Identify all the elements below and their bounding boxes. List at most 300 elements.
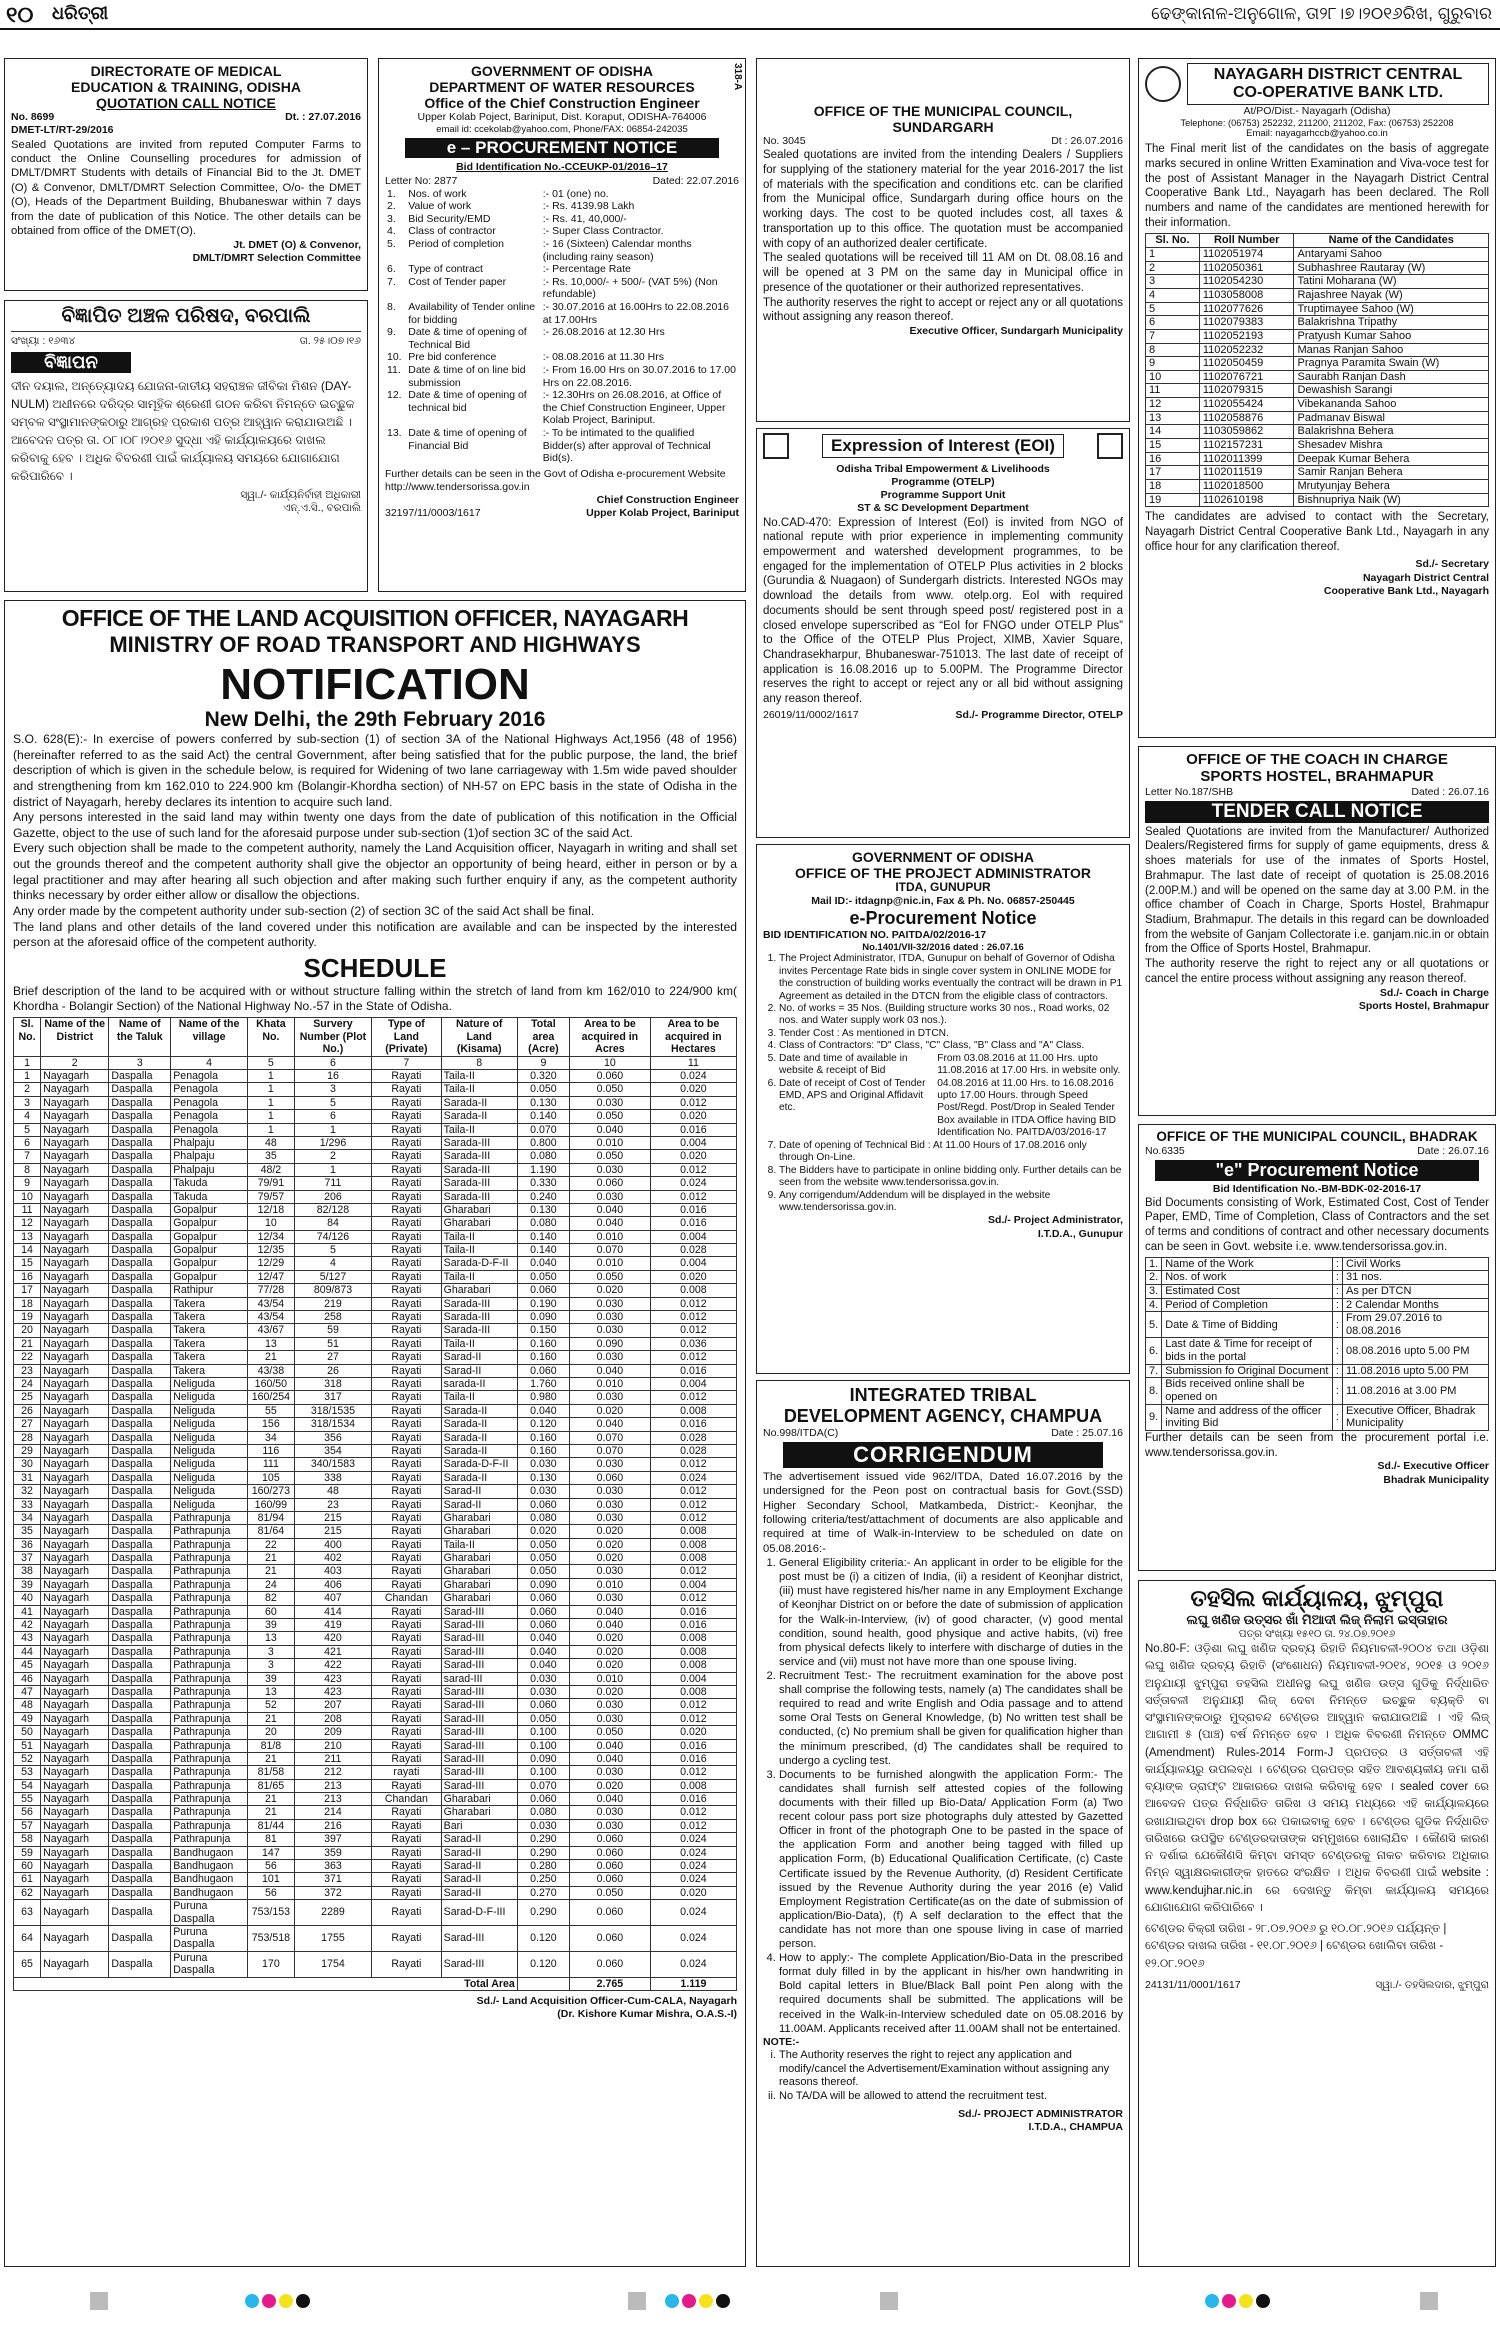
table-cell: 60	[247, 1605, 294, 1618]
table-cell: Nayagarh	[41, 1511, 109, 1524]
sundargarh-p2: The sealed quotations will be received till 11 AM on Dt. 08.08.16 and will be opened at 3 PM on the same day in Municipal office in presence of the quotationer or their authorized representatives.	[763, 252, 1123, 294]
table-cell: Balakrishna Behera	[1294, 425, 1489, 439]
table-row	[14, 1136, 737, 1149]
table-cell: 79/57	[247, 1190, 294, 1203]
table-cell: 0.080	[517, 1150, 569, 1163]
table-cell: Nayagarh	[41, 1793, 109, 1806]
table-cell: 0.016	[650, 1619, 736, 1632]
dwr-item-cell: 5.	[387, 238, 396, 251]
itdac-notes	[763, 2049, 1123, 2104]
table-cell: 0.120	[517, 1926, 569, 1952]
table-cell: Neliguda	[171, 1377, 248, 1390]
ndccb-sig3: Cooperative Bank Ltd., Nayagarh	[1323, 584, 1489, 597]
table-cell: Sarad-II	[441, 1873, 517, 1886]
dwr-bar: e – PROCUREMENT NOTICE	[405, 138, 719, 158]
table-cell: Sarad-III	[441, 1766, 517, 1779]
table-cell: 215	[294, 1511, 371, 1524]
table-cell: Gharabari	[441, 1217, 517, 1230]
table-cell: 26	[14, 1404, 41, 1417]
table-row	[1146, 343, 1489, 357]
table-cell: Daspalla	[109, 1110, 171, 1123]
table-cell: 0.020	[570, 1284, 651, 1297]
table-cell: Pragnya Paramita Swain (W)	[1294, 357, 1489, 371]
ndccb-t1: NAYAGARH DISTRICT CENTRAL	[1213, 66, 1463, 83]
table-cell: Rayati	[372, 1257, 442, 1270]
table-cell: 1754	[294, 1951, 371, 1977]
nac-sig2: ଏନ୍.ଏ.ସି., ବରପାଲି	[283, 502, 361, 515]
table-cell: 0.020	[570, 1645, 651, 1658]
table-cell: 0.060	[570, 1900, 651, 1926]
newspaper-logo: ଧରିତ୍ରୀ	[52, 3, 109, 23]
coach-sig1: Sd./- Coach in Charge	[1379, 986, 1489, 999]
table-cell: Shesadev Mishra	[1294, 439, 1489, 453]
dwr-item-row	[385, 188, 739, 201]
table-cell: 13	[247, 1632, 294, 1645]
table-cell: 0.016	[650, 1739, 736, 1752]
table-cell: 216	[294, 1819, 371, 1832]
table-cell: 0.030	[517, 1485, 569, 1498]
table-cell: 81/58	[247, 1766, 294, 1779]
table-cell: Rathipur	[171, 1284, 248, 1297]
table-cell: Padmanav Biswal	[1294, 411, 1489, 425]
table-cell: 1102051974	[1199, 248, 1294, 262]
table-cell: Daspalla	[109, 1605, 171, 1618]
table-cell: Nayagarh	[41, 1163, 109, 1176]
table-cell: 0.090	[517, 1752, 569, 1765]
table-cell: Rayati	[372, 1190, 442, 1203]
table-row	[14, 1659, 737, 1672]
table-cell: 0.030	[570, 1511, 651, 1524]
table-cell: Sarad-II	[441, 1498, 517, 1511]
table-cell: Rayati	[372, 1404, 442, 1417]
table-cell: 1	[247, 1096, 294, 1109]
table-row	[1146, 316, 1489, 330]
table-cell: Nayagarh	[41, 1284, 109, 1297]
table-cell: 0.020	[570, 1538, 651, 1551]
table-cell: Gopalpur	[171, 1230, 248, 1243]
notif-schedule-title: SCHEDULE	[303, 952, 447, 983]
table-row	[1146, 370, 1489, 384]
table-cell: Nayagarh	[41, 1391, 109, 1404]
table-row	[14, 1632, 737, 1645]
table-cell: 0.100	[517, 1766, 569, 1779]
table-cell: Daspalla	[109, 1552, 171, 1565]
table-cell: Rayati	[372, 1418, 442, 1431]
eoi-head	[763, 433, 1123, 459]
itdac-t2: DEVELOPMENT AGENCY, CHAMPUA	[783, 1406, 1103, 1426]
table-cell: 0.016	[650, 1364, 736, 1377]
tahasil-title: ତହସିଲ କାର୍ଯ୍ୟାଳୟ, ଝୁମ୍ପୁରା	[1190, 1585, 1444, 1611]
table-cell: Pathrapunja	[171, 1578, 248, 1591]
ndccb-email: Email: nayagarhccb@yahoo.co.in	[1246, 128, 1388, 140]
table-cell: 0.012	[650, 1766, 736, 1779]
table-cell: 0.140	[517, 1110, 569, 1123]
table-cell: 0.012	[650, 1163, 736, 1176]
itdag-sig1: Sd./- Project Administrator,	[988, 1214, 1123, 1227]
table-cell: 209	[294, 1726, 371, 1739]
table-cell: Rayati	[372, 1377, 442, 1390]
bhadrak-cell: 6.	[1146, 1338, 1162, 1364]
table-cell: Pathrapunja	[171, 1712, 248, 1725]
table-cell: 27	[14, 1418, 41, 1431]
table-cell: 0.040	[570, 1752, 651, 1765]
table-cell: 0.024	[650, 1177, 736, 1190]
dwr-item-cell: :- 30.07.2016 at 16.00Hrs to 22.08.2016 at 17.00Hrs	[542, 301, 729, 326]
dwr-item-cell: 3.	[387, 212, 396, 225]
table-cell: 34	[14, 1511, 41, 1524]
table-cell: Sarad-II	[441, 1886, 517, 1899]
dwr-notice	[378, 58, 746, 592]
table-cell: 1	[247, 1110, 294, 1123]
table-cell: 363	[294, 1860, 371, 1873]
dwr-item-row	[385, 225, 739, 238]
itdac-date: Date : 25.07.16	[1051, 1427, 1123, 1439]
itdag-item4: 4. Class of Contractors: "D" Class, "C" Class, "B" Class and "A" Class.	[779, 1040, 1123, 1052]
table-cell: 0.008	[650, 1632, 736, 1645]
table-cell: 210	[294, 1739, 371, 1752]
table-cell: 0.030	[570, 1190, 651, 1203]
itdag-item8: 8. The Bidders have to participate in online bidding only. Further details can be seen from the website www.tendersorissa.gov.in.	[779, 1165, 1123, 1190]
dwr-item-cell: Availability of Tender online for bidding	[408, 301, 536, 326]
table-cell: 0.050	[517, 1565, 569, 1578]
table-cell: 0.028	[650, 1444, 736, 1457]
table-cell: 0.080	[517, 1217, 569, 1230]
table-cell: Sarada-III	[441, 1311, 517, 1324]
table-cell: Neliguda	[171, 1418, 248, 1431]
table-cell: 74/126	[294, 1230, 371, 1243]
table-cell: 0.060	[570, 1070, 651, 1083]
table-cell: Gharabari	[441, 1592, 517, 1605]
table-cell: 21	[247, 1351, 294, 1364]
table-cell: Daspalla	[109, 1458, 171, 1471]
table-cell: 0.008	[650, 1779, 736, 1792]
table-cell: Sarad-II	[441, 1833, 517, 1846]
dwr-side-code: 318-A	[732, 63, 743, 91]
dwr-title3: Office of the Chief Construction Engineer	[424, 95, 700, 112]
dwr-item-cell: Period of completion	[408, 238, 504, 251]
table-cell: Pathrapunja	[171, 1739, 248, 1752]
dwr-item-cell: Pre bid conference	[408, 351, 497, 364]
dwr-bid: Bid Identification No.-CCEUKP-01/2016–17	[456, 161, 668, 174]
table-row	[14, 1565, 737, 1578]
table-cell: 21	[247, 1806, 294, 1819]
bank-logo-icon	[1145, 66, 1181, 102]
table-cell: 0.270	[517, 1886, 569, 1899]
table-row	[14, 1833, 737, 1846]
table-cell: 0.060	[570, 1471, 651, 1484]
table-cell: 14	[14, 1244, 41, 1257]
itdag-item5-key: 5. Date and time of available in website & receipt of Bid	[779, 1052, 908, 1077]
table-cell: 10	[14, 1190, 41, 1203]
table-cell: 17	[14, 1284, 41, 1297]
table-cell: Daspalla	[109, 1752, 171, 1765]
table-cell: Nayagarh	[41, 1619, 109, 1632]
table-cell: Daspalla	[109, 1886, 171, 1899]
table-cell: 14	[1146, 425, 1200, 439]
dmet-no-value: 8699	[30, 111, 55, 124]
nac-ref-row	[11, 335, 361, 348]
table-cell: Phalpaju	[171, 1136, 248, 1149]
table-cell: 422	[294, 1659, 371, 1672]
itdac-no: No.998/ITDA(C)	[763, 1427, 839, 1439]
table-row	[14, 1471, 737, 1484]
table-cell: 0.040	[570, 1793, 651, 1806]
table-cell: Daspalla	[109, 1177, 171, 1190]
table-cell: Rayati	[372, 1230, 442, 1243]
table-cell: 0.012	[650, 1458, 736, 1471]
notif-p3: Every such objection shall be made to the competent authority, namely the Land Acquisition officer, Nayagarh in writing and shall set out the grounds thereof and the competent authority shall give the objector an opportunity of being heard, either in person or by a legal practitioner and may after hearing all such objection and after making such further enquiry if any, as the competent authority thinks necessary by order either allow or disallow the objections.	[13, 841, 737, 903]
table-cell: Gopalpur	[171, 1257, 248, 1270]
dmet-title2: EDUCATION & TRAINING, ODISHA	[71, 79, 301, 96]
table-row	[14, 1110, 737, 1123]
table-cell: 12/34	[247, 1230, 294, 1243]
table-cell: 82/128	[294, 1203, 371, 1216]
bhadrak-ref-row	[1145, 1145, 1489, 1158]
table-cell: 24	[247, 1578, 294, 1591]
table-cell: 0.060	[570, 1951, 651, 1977]
table-cell: Daspalla	[109, 1833, 171, 1846]
table-cell: Sarada-D-F-II	[441, 1458, 517, 1471]
bhadrak-cell: :	[1332, 1338, 1342, 1364]
otelp-logo-icon	[763, 433, 789, 459]
table-cell: Takera	[171, 1364, 248, 1377]
table-cell: 0.030	[570, 1699, 651, 1712]
table-cell: 0.020	[570, 1685, 651, 1698]
table-cell: 10	[1146, 370, 1200, 384]
table-cell: Daspalla	[109, 1136, 171, 1149]
table-cell: 0.010	[570, 1377, 651, 1390]
dwr-item-cell: 12.	[387, 389, 402, 402]
table-cell: 1102052232	[1199, 343, 1294, 357]
table-cell: Gopalpur	[171, 1244, 248, 1257]
table-cell: 0.030	[570, 1498, 651, 1511]
table-cell: 27	[294, 1351, 371, 1364]
table-cell: 1102076721	[1199, 370, 1294, 384]
table-cell: 6	[14, 1136, 41, 1149]
bhadrak-cell: Date & Time of Bidding	[1162, 1312, 1333, 1338]
schedule-column-header: Sl. No.	[14, 1018, 41, 1056]
table-cell: Rayati	[372, 1096, 442, 1109]
itdac-criteria	[763, 1556, 1123, 2036]
table-cell: Daspalla	[109, 1619, 171, 1632]
table-cell: Rayati	[372, 1926, 442, 1952]
table-cell: Gharabari	[441, 1578, 517, 1591]
table-cell: 34	[247, 1431, 294, 1444]
dwr-item-row	[385, 238, 739, 263]
table-cell: 1	[14, 1070, 41, 1083]
bhadrak-date: Date : 26.07.16	[1417, 1144, 1489, 1157]
table-cell: 0.030	[570, 1324, 651, 1337]
table-cell: 0.012	[650, 1297, 736, 1310]
table-cell: Gharabari	[441, 1284, 517, 1297]
table-cell: 63	[14, 1900, 41, 1926]
table-row	[14, 1083, 737, 1096]
bhadrak-cell: Name of the Work	[1162, 1257, 1333, 1271]
table-cell: 59	[294, 1324, 371, 1337]
table-row	[14, 1123, 737, 1136]
itdag-item6-val: 04.08.2016 at 11.00 Hrs. to 16.08.2016 upto 17.00 Hours. through Speed Post/Regd. Post/Drop in Sealed Tender Box available in ITDA Office having BID Identification No. PAITDA/03/2016-17	[937, 1077, 1116, 1139]
table-cell: Sarad-III	[441, 1685, 517, 1698]
table-cell: 19	[14, 1311, 41, 1324]
table-cell: Taila-II	[441, 1391, 517, 1404]
table-cell: 0.060	[517, 1498, 569, 1511]
bhadrak-cell: 9.	[1146, 1404, 1162, 1430]
table-row	[14, 1926, 737, 1952]
table-cell: 47	[14, 1685, 41, 1698]
table-cell: 160/99	[247, 1498, 294, 1511]
table-cell: Nayagarh	[41, 1819, 109, 1832]
table-cell: Nayagarh	[41, 1766, 109, 1779]
schedule-column-header: Name of the Taluk	[109, 1018, 171, 1056]
dmet-sig2: DMLT/DMRT Selection Committee	[192, 251, 361, 264]
bhadrak-cell: Bids received online shall be opened on	[1162, 1378, 1333, 1404]
table-cell: 402	[294, 1552, 371, 1565]
table-cell: Nayagarh	[41, 1592, 109, 1605]
table-cell: 15	[14, 1257, 41, 1270]
table-row	[14, 1337, 737, 1350]
table-cell: Pathrapunja	[171, 1552, 248, 1565]
table-cell: 48	[294, 1485, 371, 1498]
table-cell: 5/127	[294, 1270, 371, 1283]
table-cell: Sarada-II	[441, 1110, 517, 1123]
bhadrak-cell: :	[1332, 1298, 1342, 1312]
dwr-item-cell: :- Super Class Contractor.	[542, 225, 664, 238]
bhadrak-cell: 1.	[1146, 1257, 1162, 1271]
table-cell: 0.080	[517, 1806, 569, 1819]
table-row	[14, 1096, 737, 1109]
table-cell: 809/873	[294, 1284, 371, 1297]
table-cell: Pathrapunja	[171, 1605, 248, 1618]
table-cell: Daspalla	[109, 1297, 171, 1310]
table-cell: Daspalla	[109, 1471, 171, 1484]
table-cell: Nayagarh	[41, 1136, 109, 1149]
notif-t2: MINISTRY OF ROAD TRANSPORT AND HIGHWAYS	[109, 632, 641, 657]
table-cell: 48	[247, 1136, 294, 1149]
dwr-items	[385, 188, 739, 465]
table-row	[14, 1177, 737, 1190]
table-row	[14, 1377, 737, 1390]
table-cell: 0.090	[517, 1311, 569, 1324]
table-cell: Pathrapunja	[171, 1806, 248, 1819]
dwr-item-cell: Date & time of on line bid submission	[408, 363, 526, 389]
table-cell: 43/54	[247, 1297, 294, 1310]
table-cell: 0.050	[517, 1552, 569, 1565]
table-cell: 56	[14, 1806, 41, 1819]
schedule-column-header: Name of the District	[41, 1018, 109, 1056]
table-cell: Nayagarh	[41, 1538, 109, 1551]
table-cell: 0.040	[570, 1123, 651, 1136]
table-cell: Gharabari	[441, 1806, 517, 1819]
bhadrak-cell: Last date & Time for receipt of bids in the portal	[1162, 1338, 1333, 1364]
table-cell: 0.030	[570, 1311, 651, 1324]
table-cell: 79/91	[247, 1177, 294, 1190]
table-cell: 8	[1146, 343, 1200, 357]
table-cell: 58	[14, 1833, 41, 1846]
ndccb-addr: At/PO/Dist.- Nayagarh (Odisha)	[1243, 105, 1391, 117]
total-label: Total Area	[14, 1977, 518, 1990]
table-row	[14, 1404, 737, 1417]
bhadrak-cell: As per DTCN	[1342, 1284, 1488, 1298]
table-row	[14, 1951, 737, 1977]
table-cell: 403	[294, 1565, 371, 1578]
bhadrak-cell: Nos. of work	[1162, 1271, 1333, 1285]
table-cell: Sarada-II	[441, 1431, 517, 1444]
itdac-c4: 4. How to apply:- The complete Application/Bio-Data in the prescribed format duly filled in by the applicant in his/her own handwriting in Bold capital letters in Blue/Black Ball point Pen along with the required documents shall be submitted. The applications will be received in the Walk-in-Interview scheduled date on 05.08.2016 by 11.00AM. Applicants received after 11.00AM shall not be entertained.	[779, 1951, 1123, 2036]
table-cell: 2	[294, 1150, 371, 1163]
schedule-colnum: 6	[294, 1056, 371, 1069]
table-row	[14, 1860, 737, 1873]
table-cell: Neliguda	[171, 1485, 248, 1498]
table-cell: 42	[14, 1619, 41, 1632]
table-cell: 39	[247, 1672, 294, 1685]
table-cell: 0.280	[517, 1860, 569, 1873]
dmet-body: Sealed Quotations are invited from reputed Computer Farms to conduct the Online Counselling procedures for admission of DMLT/DMRT Students with details of Financial Bid to the Jt. DMET (O) & Convenor, DMLT/DMRT Selection Committee, O/o- the DMET (O), Heads of the Department Building, Bhubaneswar within 7 days from the date of publication of this Notice. The other details can be obtained from office of the DMET(O).	[11, 138, 361, 238]
table-cell: Rayati	[372, 1070, 442, 1083]
table-cell: 105	[247, 1471, 294, 1484]
table-cell: 84	[294, 1217, 371, 1230]
table-cell: 1102079383	[1199, 316, 1294, 330]
bhadrak-cell: :	[1332, 1404, 1342, 1430]
dwr-sig-row	[385, 507, 739, 520]
bhadrak-row	[1146, 1271, 1489, 1285]
schedule-colnum: 8	[441, 1056, 517, 1069]
bhadrak-row	[1146, 1284, 1489, 1298]
table-cell: Daspalla	[109, 1270, 171, 1283]
dwr-note: Further details can be seen in the Govt of Odisha e-procurement Website http://www.tendersorissa.gov.in	[385, 467, 726, 493]
table-cell: 0.012	[650, 1311, 736, 1324]
table-cell: 0.030	[570, 1565, 651, 1578]
table-cell: Rayati	[372, 1605, 442, 1618]
table-cell: 50	[14, 1726, 41, 1739]
table-cell: 55	[14, 1793, 41, 1806]
dwr-item-cell: :- 16 (Sixteen) Calendar months (including rainy season)	[542, 238, 692, 263]
table-cell: 1102055424	[1199, 398, 1294, 412]
dwr-item-cell: 4.	[387, 225, 396, 238]
table-cell: 0.050	[517, 1538, 569, 1551]
table-row	[14, 1311, 737, 1324]
table-cell: 1102011519	[1199, 466, 1294, 480]
black-mark	[716, 2294, 730, 2308]
table-cell: Nayagarh	[41, 1525, 109, 1538]
table-cell: 421	[294, 1645, 371, 1658]
table-cell: Daspalla	[109, 1726, 171, 1739]
table-cell: 213	[294, 1793, 371, 1806]
table-cell: Daspalla	[109, 1926, 171, 1952]
table-cell: Rayati	[372, 1498, 442, 1511]
table-cell: 340/1583	[294, 1458, 371, 1471]
table-cell: 57	[14, 1819, 41, 1832]
table-cell: 13	[14, 1230, 41, 1243]
table-cell: 0.028	[650, 1244, 736, 1257]
table-cell: Daspalla	[109, 1217, 171, 1230]
table-cell: 0.060	[570, 1873, 651, 1886]
table-cell: 0.040	[570, 1203, 651, 1216]
notif-p1: S.O. 628(E):- In exercise of powers conferred by sub-section (1) of section 3A of the National Highways Act,1956 (48 of 1956) (hereinafter referred to as the said Act) the central Government, after being satisfied that for the public purpose, the land, the brief description of which is given in the schedule below, is required for Widening of two lane carriageway with 1.5m wide paved shoulder and strengthening from km 162.010 to 224.900 km (Bolangir-Khordha section) of NH-57 on EPC basis in the state of Odisha in the district of Nayagarh, hereby declares its intention to acquire such land.	[13, 732, 737, 809]
table-cell: 0.030	[570, 1712, 651, 1725]
table-cell: Sarad-III	[441, 1699, 517, 1712]
table-row	[1146, 452, 1489, 466]
dwr-item-cell: Bid Security/EMD	[408, 212, 491, 225]
table-cell: 354	[294, 1444, 371, 1457]
itdac-note-label: NOTE:-	[763, 2035, 800, 2048]
table-cell: 0.008	[650, 1525, 736, 1538]
table-row	[14, 1244, 737, 1257]
table-cell: Nayagarh	[41, 1578, 109, 1591]
table-cell: Penagola	[171, 1123, 248, 1136]
table-cell: Daspalla	[109, 1846, 171, 1859]
table-cell: 213	[294, 1779, 371, 1792]
bhadrak-cell: 7.	[1146, 1364, 1162, 1378]
